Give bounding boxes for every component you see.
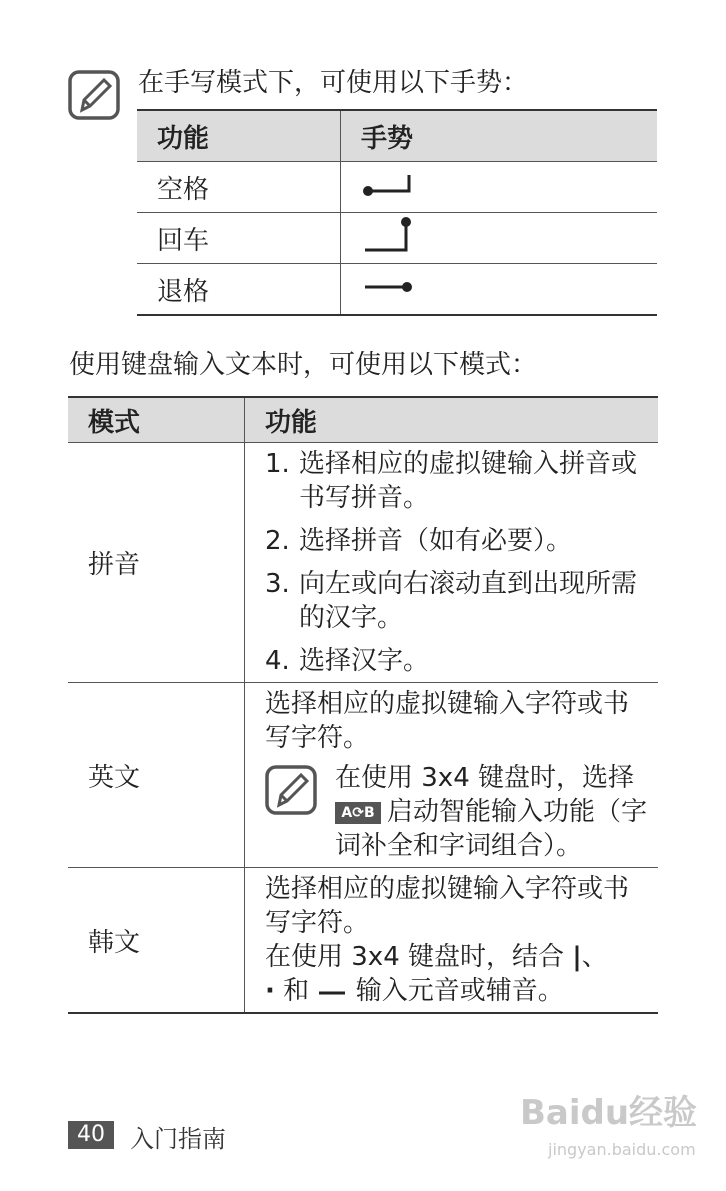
- mode-label-pinyin: 拼音: [68, 443, 245, 683]
- english-note-line2: 启动智能输入功能（字词补全和字词组合）。: [335, 797, 648, 861]
- table-row: [68, 683, 658, 868]
- gesture-function-label: 空格: [137, 162, 341, 213]
- gesture-function-label: 回车: [137, 213, 341, 264]
- mode-table: [68, 396, 658, 1014]
- space-gesture-icon: [361, 169, 417, 199]
- english-description: 选择相应的虚拟键输入字符或书写字符。: [265, 689, 630, 753]
- enter-gesture-icon: [361, 215, 417, 255]
- vowel-dot-mark: ·: [265, 976, 275, 1006]
- mode-intro-text: 使用键盘输入文本时，可使用以下模式：: [69, 350, 538, 380]
- list-item: 2. 选择拼音（如有必要）。: [265, 526, 573, 556]
- gesture-table-header-gesture: 手势: [341, 110, 658, 162]
- watermark-url: jingyan.baidu.com: [548, 1140, 696, 1159]
- list-item: 4. 选择汉字。: [265, 646, 430, 676]
- table-row: [68, 443, 658, 683]
- intro-text: 在手写模式下，可使用以下手势：: [138, 68, 529, 98]
- list-item: 3. 向左或向右滚动直到出现所需的汉字。: [265, 569, 638, 633]
- watermark-logo: Baidu经验: [520, 1093, 698, 1133]
- mode-label-english: 英文: [68, 683, 245, 868]
- pinyin-steps: [265, 447, 650, 678]
- gesture-table-header-function: 功能: [137, 110, 341, 162]
- gesture-table: [137, 109, 657, 316]
- table-row: [137, 264, 657, 316]
- smart-input-icon: A⟳B: [335, 802, 381, 824]
- section-title: 入门指南: [130, 1125, 226, 1153]
- vowel-line-mark: [317, 987, 347, 997]
- english-note-line1: 在使用 3x4 键盘时，选择: [335, 763, 635, 793]
- english-note: [265, 761, 650, 863]
- backspace-gesture-icon: [361, 277, 417, 297]
- gesture-function-label: 退格: [137, 264, 341, 316]
- korean-keyboard-note: 在使用 3x4 键盘时，结合 |、 · 和 输入元音或辅音。: [265, 942, 608, 1006]
- vowel-bar-mark: |: [572, 942, 582, 972]
- note-icon: [68, 70, 120, 120]
- mode-table-header-mode: 模式: [68, 397, 245, 443]
- list-item: 1. 选择相应的虚拟键输入拼音或书写拼音。: [265, 449, 638, 513]
- table-row: [137, 162, 657, 213]
- table-row: [137, 213, 657, 264]
- korean-description: 选择相应的虚拟键输入字符或书写字符。: [265, 874, 630, 938]
- note-icon: [265, 765, 317, 815]
- mode-label-korean: 韩文: [68, 868, 245, 1014]
- page-number: 40: [68, 1121, 114, 1149]
- table-row: [68, 868, 658, 1014]
- mode-table-header-function: 功能: [245, 397, 659, 443]
